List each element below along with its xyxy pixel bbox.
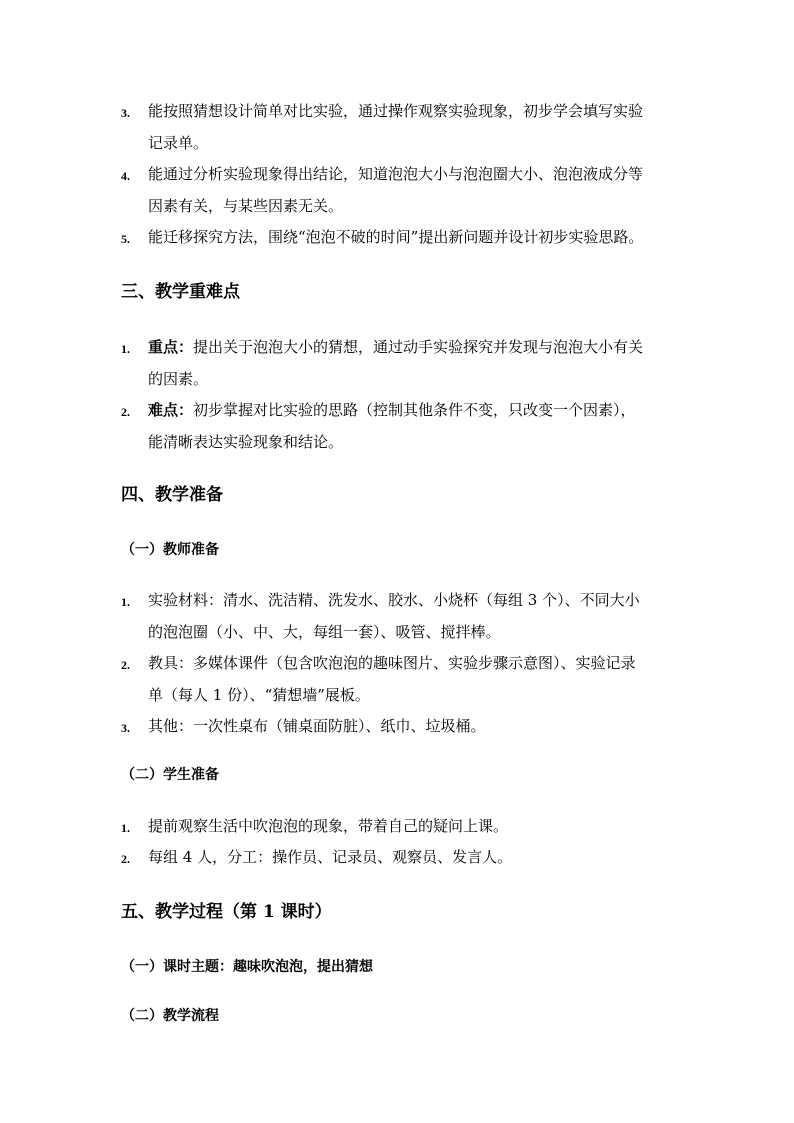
list-text: 提前观察生活中吹泡泡的现象，带着自己的疑问上课。 [148,817,509,835]
list-text: 其他：一次性桌布（铺桌面防脏）、纸巾、垃圾桶。 [148,717,486,735]
item-label: 重点： [148,338,194,356]
list-text-cont: 单（每人 1 份）、“猜想墙”展板。 [148,686,370,704]
list-number: 1. [121,595,130,609]
list-number: 3. [121,106,130,120]
list-text-cont: 能清晰表达实验现象和结论。 [148,433,344,451]
subsection-heading: （二）学生准备 [121,767,219,783]
list-text-cont: 的泡泡圈（小、中、大，每组一套）、吸管、搅拌棒。 [148,623,501,641]
item-text: 提出关于泡泡大小的猜想，通过动手实验探究并发现与泡泡大小有关 [193,338,644,356]
section-heading: 三、教学重难点 [121,282,240,302]
list-number: 1. [121,821,130,835]
list-text: 实验材料：清水、洗洁精、洗发水、胶水、小烧杯（每组 3 个）、不同大小 [148,591,640,609]
list-text-cont: 记录单。 [148,134,209,152]
list-number: 2. [121,658,130,672]
subsection-heading: （二）教学流程 [121,1008,219,1024]
list-number: 1. [121,342,130,356]
list-number: 2. [121,405,130,419]
list-number: 2. [121,852,130,866]
list-number: 5. [121,232,130,246]
subsection-heading: （一）课时主题：趣味吹泡泡，提出猜想 [121,959,373,975]
list-text: 每组 4 人，分工：操作员、记录员、观察员、发言人。 [148,848,513,866]
list-text [148,340,643,355]
list-number: 4. [121,169,130,183]
list-text [148,403,636,418]
list-text: 能按照猜想设计简单对比实验，通过操作观察实验现象，初步学会填写实验 [148,102,644,120]
item-text: 初步掌握对比实验的思路（控制其他条件不变，只改变一个因素）， [193,401,636,419]
subsection-heading: （一）教师准备 [121,542,219,558]
list-text: 能迁移探究方法，围绕“泡泡不破的时间”提出新问题并设计初步实验思路。 [148,228,644,246]
section-heading: 四、教学准备 [121,485,223,505]
item-label: 难点： [148,401,194,419]
list-text: 教具：多媒体课件（包含吹泡泡的趣味图片、实验步骤示意图）、实验记录 [148,654,636,672]
list-text-cont: 的因素。 [148,370,209,388]
section-heading: 五、教学过程（第 1 课时） [121,902,332,922]
list-number: 3. [121,721,130,735]
list-text: 能通过分析实验现象得出结论，知道泡泡大小与泡泡圈大小、泡泡液成分等 [148,165,644,183]
list-text-cont: 因素有关，与某些因素无关。 [148,197,344,215]
